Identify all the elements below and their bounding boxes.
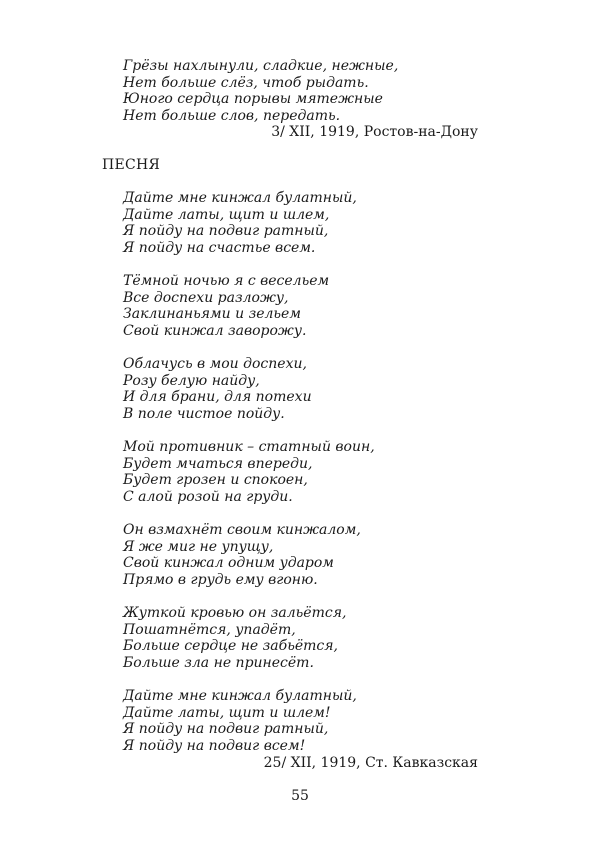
verse-line: Тёмной ночью я с весельем — [123, 273, 330, 289]
song-title: ПЕСНЯ — [102, 157, 161, 173]
verse-line: Облачусь в мои доспехи, — [123, 356, 307, 372]
verse-line: Свой кинжал одним ударом — [123, 555, 334, 572]
song-dateline: 25/ XII, 1919, Ст. Кавказская — [263, 755, 478, 771]
verse-line: Мой противник – статный воин, — [123, 439, 375, 455]
verse-line: Больше зла не принесёт. — [123, 654, 314, 671]
verse-line: Нет больше слёз, чтоб рыдать. — [123, 74, 369, 91]
verse-line: С алой розой на груди. — [123, 488, 293, 505]
verse-line: Жуткой кровью он зальётся, — [123, 605, 347, 621]
verse-line: Он взмахнёт своим кинжалом, — [123, 522, 361, 538]
verse-line: Я пойду на счастье всем. — [123, 239, 316, 256]
verse-line: Дайте мне кинжал булатный, — [123, 190, 357, 206]
verse-line: Грёзы нахлынули, сладкие, нежные, — [123, 58, 399, 74]
song-stanza-6 — [123, 605, 346, 671]
verse-line: Пошатнётся, упадёт, — [123, 621, 296, 638]
verse-line: Дайте латы, щит и шлем, — [123, 206, 330, 223]
verse-line: Дайте латы, щит и шлем! — [123, 704, 331, 721]
verse-line: И для брани, для потехи — [123, 389, 312, 406]
poem-stanza-top — [123, 58, 398, 124]
verse-line: Я пойду на подвиг ратный, — [123, 223, 329, 240]
song-stanza-7 — [123, 688, 357, 754]
verse-line: Прямо в грудь ему вгоню. — [123, 571, 318, 588]
verse-line: Будет грозен и спокоен, — [123, 472, 308, 489]
song-stanza-2 — [123, 273, 329, 339]
poem-dateline: 3/ XII, 1919, Ростов-на-Дону — [271, 124, 478, 140]
page-number: 55 — [291, 788, 309, 804]
verse-line: Розу белую найду, — [123, 372, 260, 389]
verse-line: В поле чистое пойду. — [123, 405, 285, 422]
verse-line: Все доспехи разложу, — [123, 289, 289, 306]
song-stanza-5 — [123, 522, 361, 588]
verse-line: Больше сердце не забьётся, — [123, 638, 338, 655]
verse-line: Юного сердца порывы мятежные — [123, 91, 383, 108]
verse-line: Заклинаньями и зельем — [123, 306, 301, 323]
song-stanza-4 — [123, 439, 375, 505]
verse-line: Я пойду на подвиг ратный, — [123, 721, 329, 738]
verse-line: Свой кинжал заворожу. — [123, 322, 307, 339]
verse-line: Я пойду на подвиг всем! — [123, 737, 306, 754]
verse-line: Нет больше слов, передать. — [123, 107, 341, 124]
verse-line: Будет мчаться впереди, — [123, 455, 313, 472]
song-stanza-3 — [123, 356, 312, 422]
song-stanza-1 — [123, 190, 357, 256]
verse-line: Я же миг не упущу, — [123, 538, 274, 555]
verse-line: Дайте мне кинжал булатный, — [123, 688, 357, 704]
